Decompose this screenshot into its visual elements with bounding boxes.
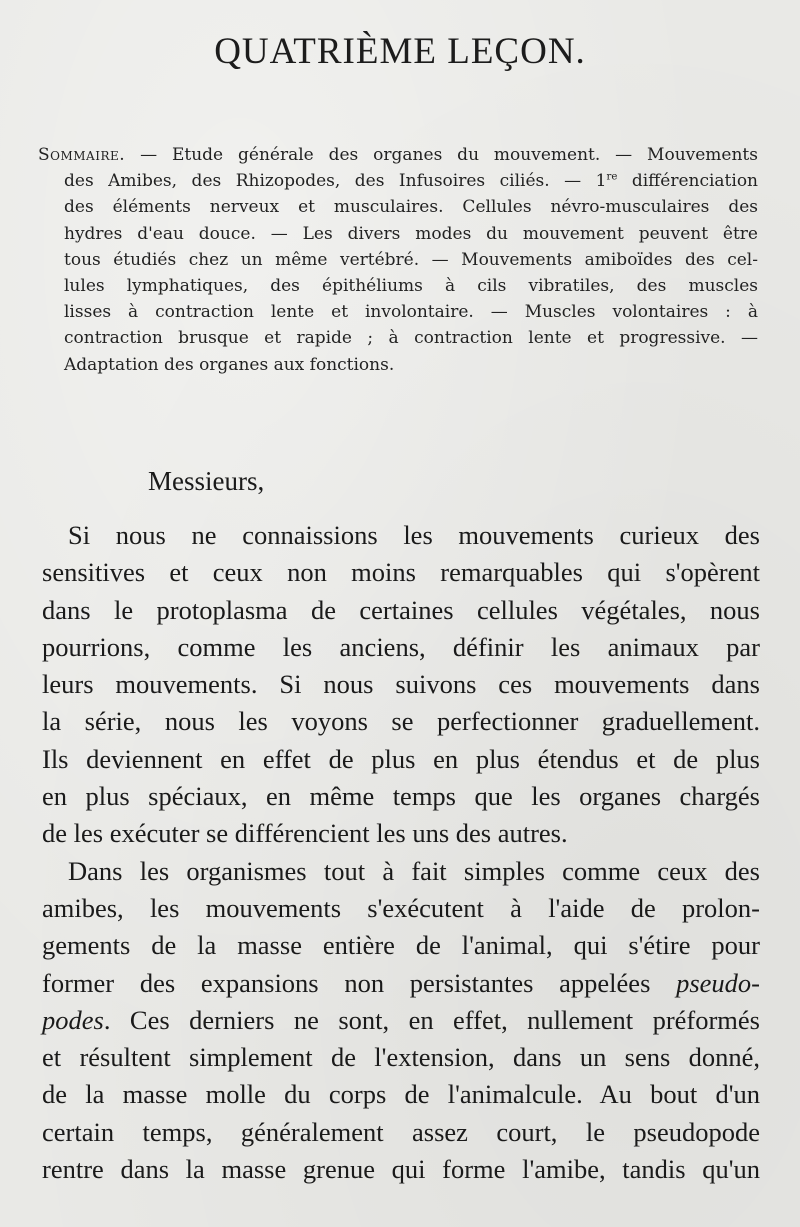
body-line-13 [42, 965, 760, 1002]
body-line-2: sensitives et ceux non moins remarquables qui s'opèrent [42, 557, 760, 588]
body-line-4: pourrions, comme les anciens, définir les animaux par [42, 631, 760, 662]
summary-line-7: lisses à contraction lente et involontaire. — Muscles volontaires : à [64, 302, 758, 323]
summary-line-1 [38, 142, 758, 168]
summary-line-5: tous étudiés chez un même vertébré. — Mouvements amiboïdes des cel- [64, 249, 758, 270]
italic-pseudo: pseudo- [676, 967, 760, 998]
body-line-14 [42, 1002, 760, 1039]
body-line-18: rentre dans la masse grenue qui forme l'amibe, tandis qu'un [42, 1154, 760, 1185]
body-line-15: et résultent simplement de l'extension, dans un sens donné, [42, 1042, 760, 1073]
body-line-3: dans le protoplasma de certaines cellules végétales, nous [42, 594, 760, 625]
summary-line-2-tail: différenciation [617, 171, 759, 192]
body-line-12: gements de la masse entière de l'animal, qui s'étire pour [42, 930, 760, 961]
body-line-1: Si nous ne connaissions les mouvements curieux des [68, 520, 760, 550]
body-line-5: leurs mouvements. Si nous suivons ces mouvements dans [42, 669, 760, 700]
body-line-11: amibes, les mouvements s'exécutent à l'aide de prolon- [42, 892, 760, 923]
summary-line-4: hydres d'eau douce. — Les divers modes du mouvement peuvent être [64, 223, 758, 244]
summary-line-1-text: — Etude générale des organes du mouvement. — Mouvements [125, 145, 758, 165]
body-line-8: en plus spéciaux, en même temps que les organes chargés [42, 781, 760, 812]
summary-line-6: lules lymphatiques, des épithéliums à cils vibratiles, des muscles [64, 276, 758, 297]
body-line-13-text: former des expansions non persistantes appelées [42, 967, 677, 998]
chapter-title: QUATRIÈME LEÇON. [214, 31, 586, 72]
italic-podes: podes [42, 1004, 104, 1035]
superscript-re: re [606, 171, 618, 183]
summary-line-3: des éléments nerveux et musculaires. Cellules névro-musculaires des [64, 197, 758, 218]
salutation: Messieurs, [148, 466, 265, 496]
body-line-6: la série, nous les voyons se perfectionner graduellement. [42, 706, 760, 737]
body-line-16: de la masse molle du corps de l'animalcule. Au bout d'un [42, 1079, 760, 1110]
summary-line-8: contraction brusque et rapide ; à contraction lente et progressive. — [64, 328, 758, 349]
body-line-9: de les exécuter se différencient les uns des autres. [42, 818, 568, 849]
summary-line-2-text: des Amibes, des Rhizopodes, des Infusoires ciliés. — 1 [64, 171, 607, 192]
chapter-summary [38, 142, 758, 378]
body-text [42, 517, 760, 1188]
summary-heading: Sommaire. [38, 145, 126, 165]
body-line-14-text: . Ces derniers ne sont, en effet, nullement préformés [103, 1004, 760, 1035]
body-line-10: Dans les organismes tout à fait simples comme ceux des [68, 855, 760, 886]
summary-line-9: Adaptation des organes aux fonctions. [64, 354, 395, 375]
summary-line-2 [38, 168, 758, 194]
body-line-7: Ils deviennent en effet de plus en plus étendus et de plus [42, 743, 760, 774]
body-line-17: certain temps, généralement assez court, le pseudopode [42, 1116, 760, 1147]
